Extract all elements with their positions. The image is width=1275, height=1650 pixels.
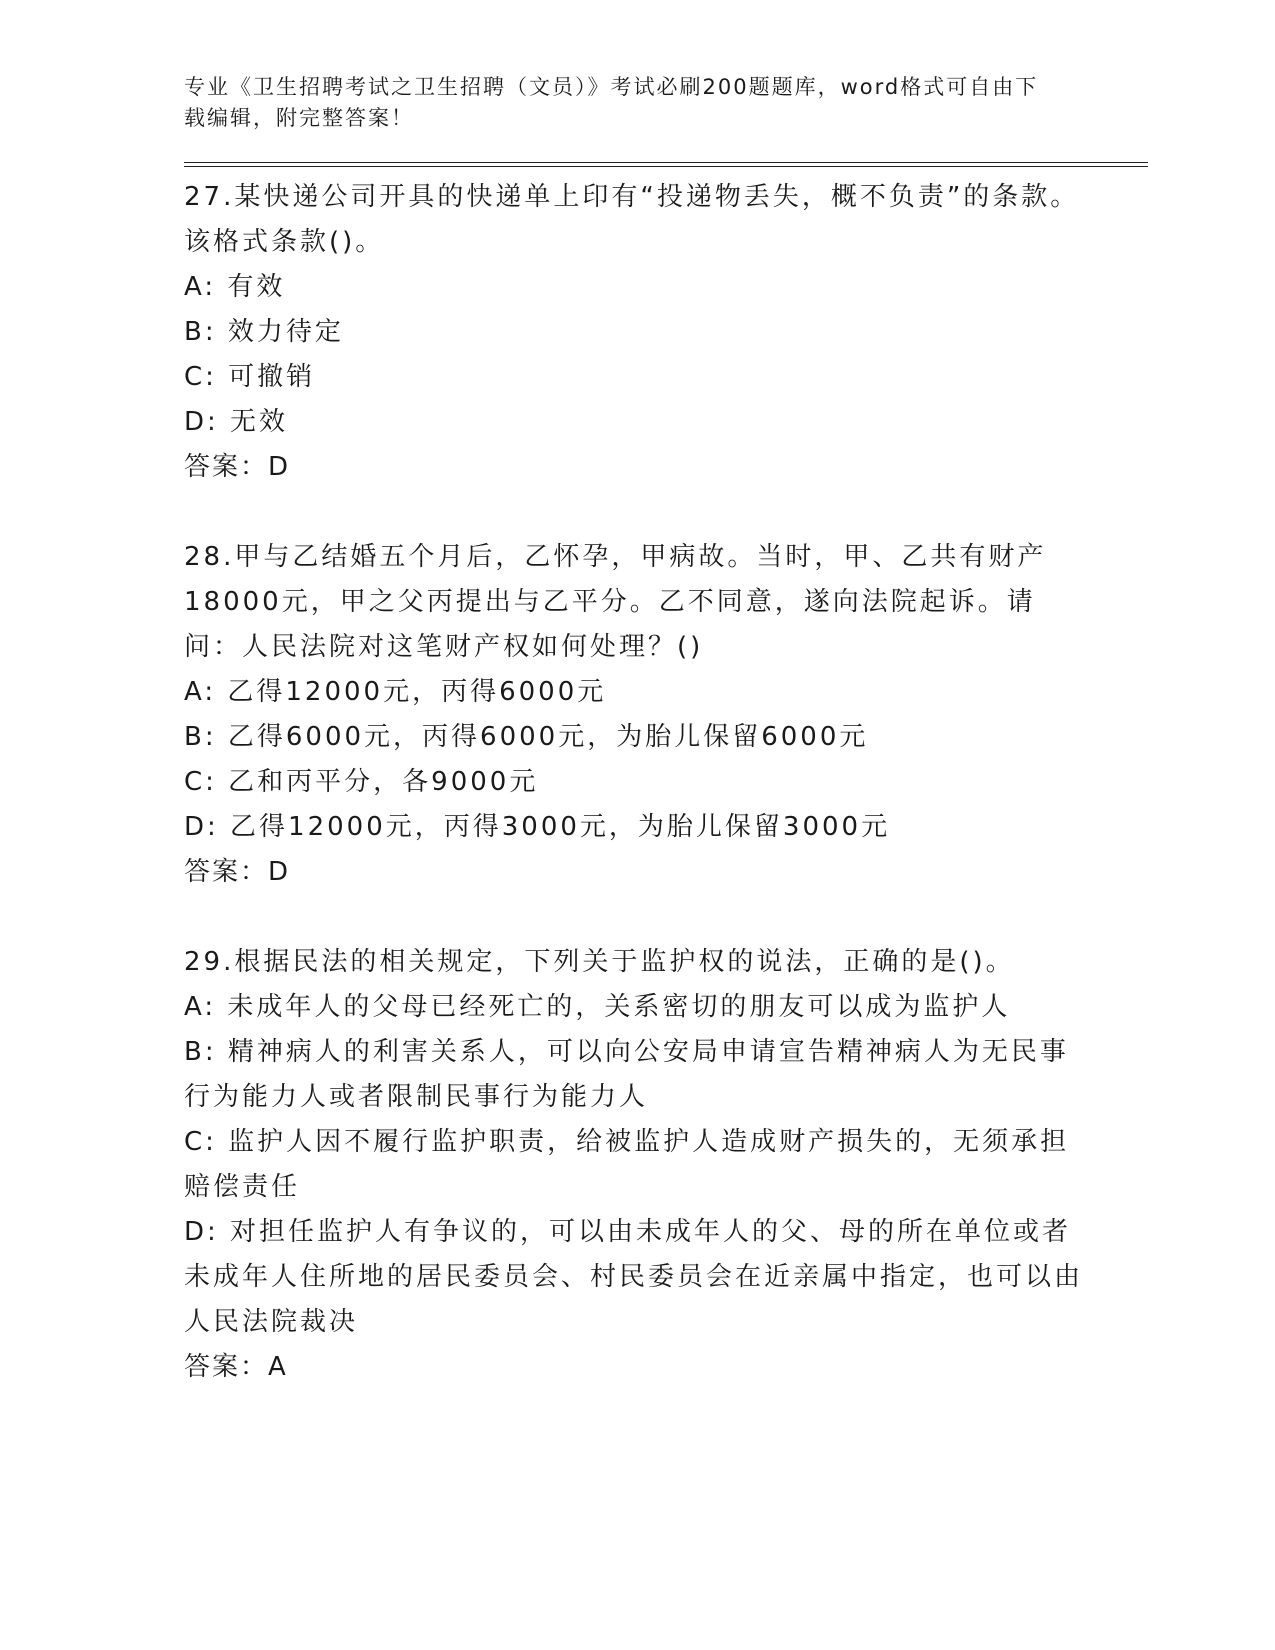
option-d: D: 乙得12000元，丙得3000元，为胎儿保留3000元: [184, 812, 891, 842]
option-c: C: 监护人因不履行监护职责，给被监护人造成财产损失的，无须承担赔偿责任: [184, 1127, 1070, 1202]
option-c: C: 可撤销: [184, 362, 316, 392]
answer: 答案：D: [184, 857, 291, 887]
option-b: B: 精神病人的利害关系人，可以向公安局申请宣告精神病人为无民事行为能力人或者限制民事行为能力人: [184, 1037, 1069, 1112]
option-d: D: 无效: [184, 407, 289, 437]
option-a: A: 乙得12000元，丙得6000元: [184, 677, 607, 707]
question-28: [184, 535, 1084, 895]
answer: 答案：A: [184, 1352, 288, 1382]
question-stem: 29.根据民法的相关规定，下列关于监护权的说法，正确的是()。: [184, 947, 1015, 977]
option-c: C: 乙和丙平分，各9000元: [184, 767, 539, 797]
question-27: [184, 175, 1084, 490]
answer: 答案：D: [184, 452, 291, 482]
option-b: B: 效力待定: [184, 317, 344, 347]
question-stem: 27.某快递公司开具的快递单上印有“投递物丢失，概不负责”的条款。该格式条款()。: [184, 182, 1080, 257]
option-a: A: 有效: [184, 272, 286, 302]
header-divider: [184, 162, 1148, 167]
question-29: [184, 940, 1084, 1390]
question-stem: 28.甲与乙结婚五个月后，乙怀孕，甲病故。当时，甲、乙共有财产18000元，甲之父丙提出与乙平分。乙不同意，遂向法院起诉。请问：人民法院对这笔财产权如何处理？(): [184, 542, 1047, 662]
document-page: [184, 72, 1084, 1390]
document-header: 专业《卫生招聘考试之卫生招聘（文员）》考试必刷200题题库，word格式可自由下载编辑，附完整答案！: [184, 75, 1039, 130]
option-b: B: 乙得6000元，丙得6000元，为胎儿保留6000元: [184, 722, 869, 752]
option-d: D: 对担任监护人有争议的，可以由未成年人的父、母的所在单位或者未成年人住所地的居民委员会、村民委员会在近亲属中指定，也可以由人民法院裁决: [184, 1217, 1084, 1337]
option-a: A: 未成年人的父母已经死亡的，关系密切的朋友可以成为监护人: [184, 992, 1011, 1022]
